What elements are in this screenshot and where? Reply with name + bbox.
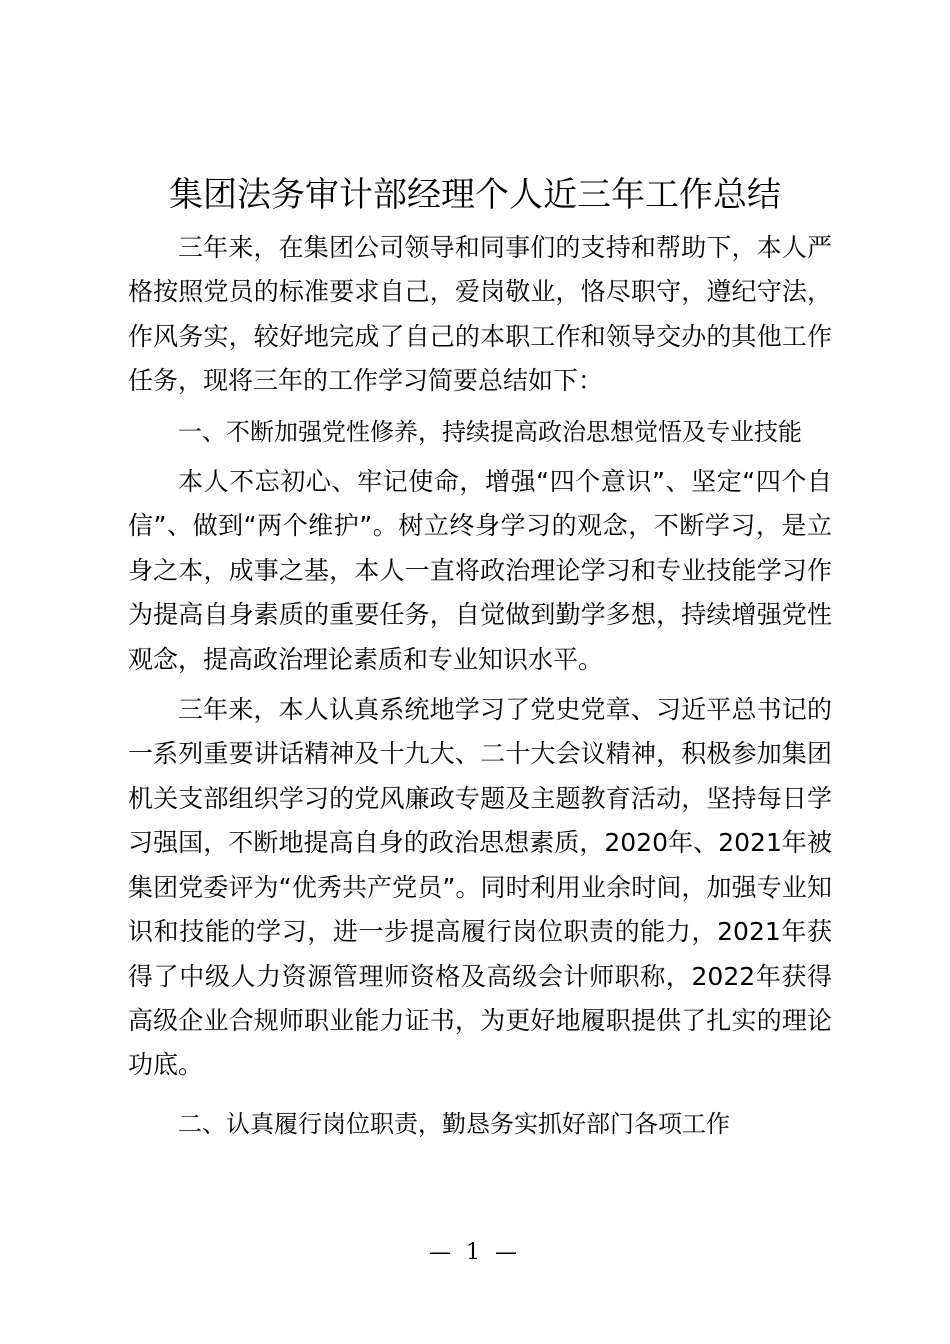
paragraph-party-loyalty: 本人不忘初心、牢记使命，增强“四个意识”、坚定“四个自信”、做到“两个维护”。树立终身学习的观念，不断学习，是立身之本，成事之基，本人一直将政治理论学习和专业技能学习作为提高自身素质的重要任务，自觉做到勤学多想，持续增强党性观念，提高政治理论素质和专业知识水平。 — [128, 467, 832, 674]
document-title: 集团法务审计部经理个人近三年工作总结 — [169, 175, 781, 215]
section-heading-1: 一、不断加强党性修养，持续提高政治思想觉悟及专业技能 — [178, 417, 802, 446]
intro-paragraph: 三年来，在集团公司领导和同事们的支持和帮助下，本人严格按照党员的标准要求自己，爱岗敬业，恪尽职守，遵纪守法，作风务实，较好地完成了自己的本职工作和领导交办的其他工作任务，现将三年的工作学习简要总结如下： — [128, 233, 832, 396]
page-number: — 1 — — [429, 1240, 521, 1265]
paragraph-study-achievements: 三年来，本人认真系统地学习了党史党章、习近平总书记的一系列重要讲话精神及十九大、二十大会议精神，积极参加集团机关支部组织学习的党风廉政专题及主题教育活动，坚持每日学习强国，不断地提高自身的政治思想素质，2020年、2021年被集团党委评为“优秀共产党员”。同时利用业余时间，加强专业知识和技能的学习，进一步提高履行岗位职责的能力，2021年获得了中级人力资源管理师资格及高级会计师职称，2022年获得高级企业合规师职业能力证书，为更好地履职提供了扎实的理论功底。 — [128, 695, 832, 1080]
document-body — [128, 226, 832, 1146]
section-heading-2: 二、认真履行岗位职责，勤恳务实抓好部门各项工作 — [178, 1109, 730, 1138]
